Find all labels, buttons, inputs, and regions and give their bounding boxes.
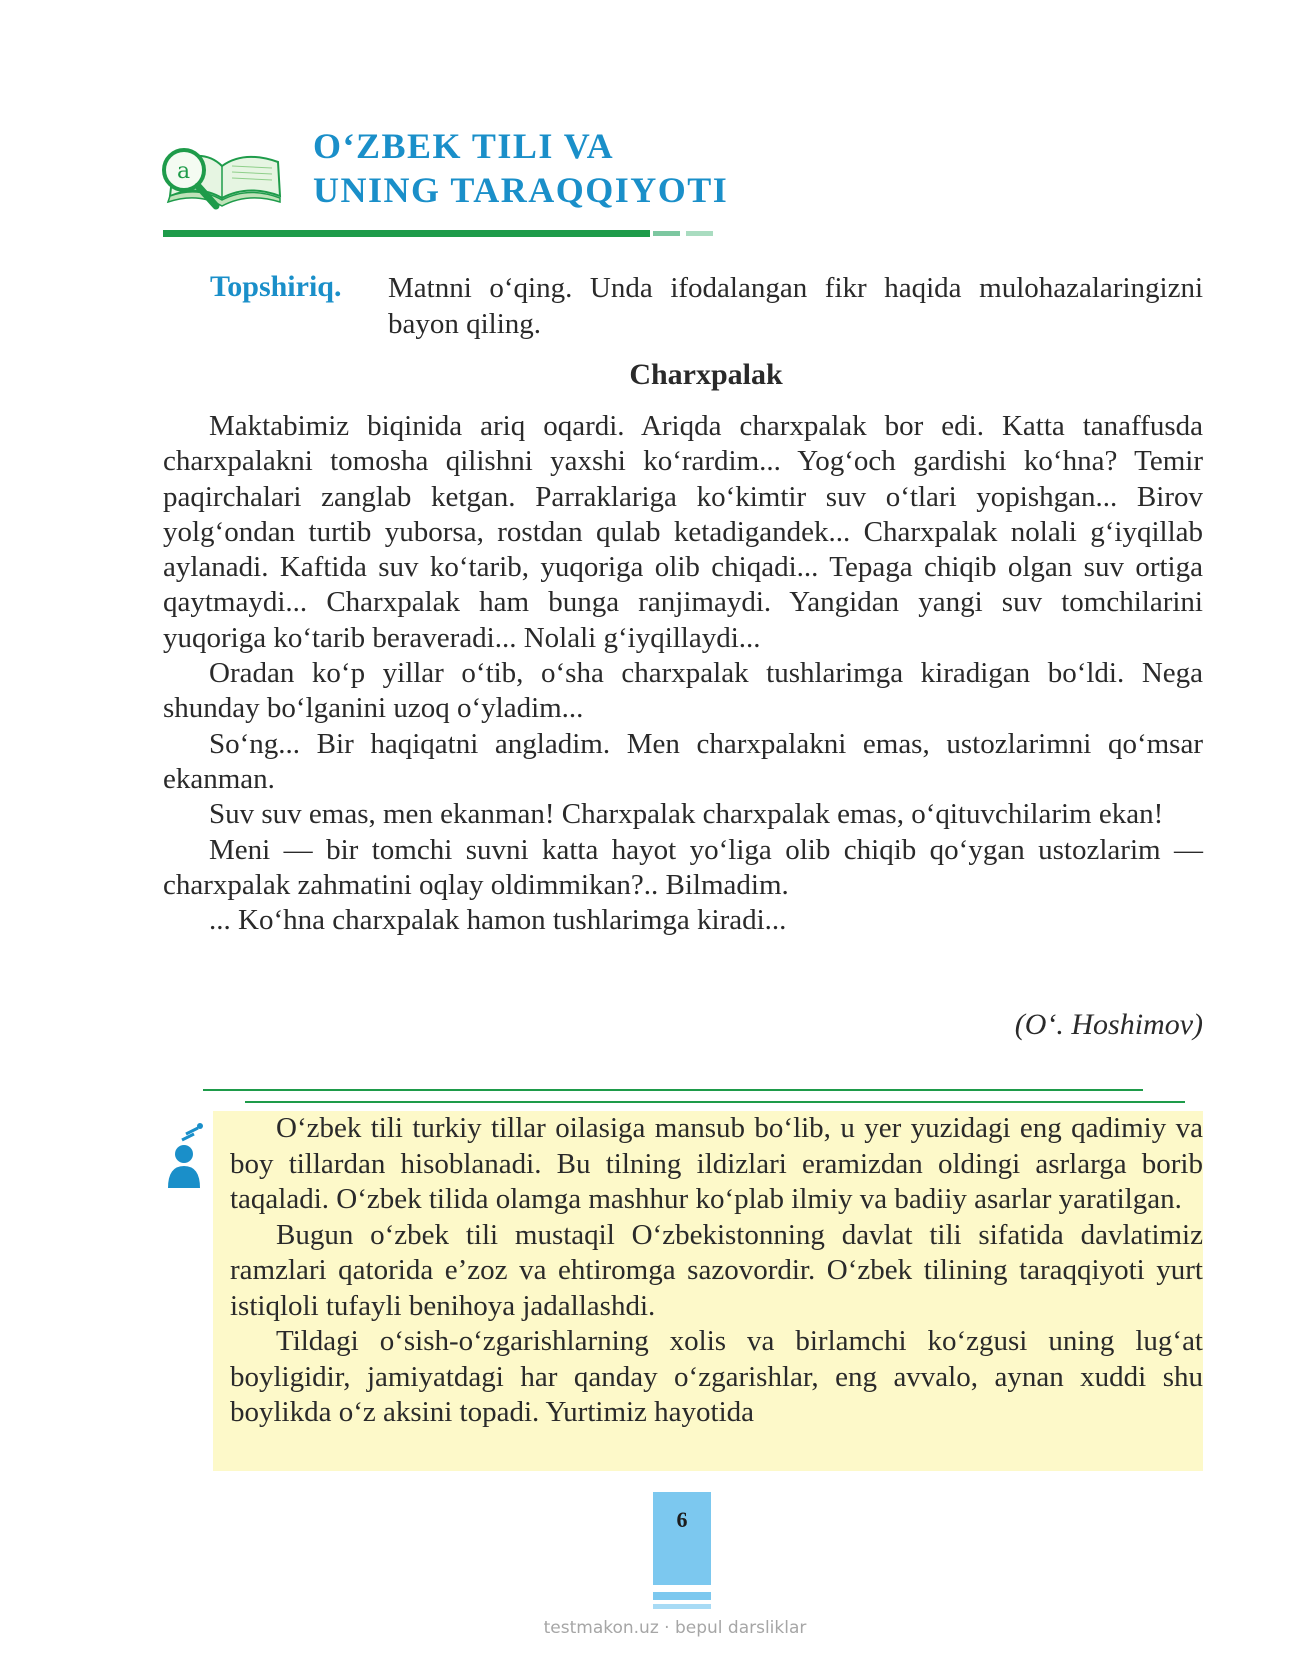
story-paragraph: Meni — bir tomchi suvni katta hayot yo‘liga olib chiqib qo‘ygan ustozlarim — charxpalak zahmatini oqlay oldimmikan?.. Bilmadim.	[163, 833, 1203, 901]
story-author: (O‘. Hoshimov)	[1014, 1008, 1203, 1041]
story-paragraph: Oradan ko‘p yillar o‘tib, o‘sha charxpalak tushlarimga kiradigan bo‘ldi. Nega shunday bo‘lganini uzoq o‘yladim...	[163, 657, 1203, 725]
open-book-magnifier-icon	[152, 136, 282, 216]
person-thinking-icon	[160, 1120, 208, 1190]
section-divider	[245, 1101, 1185, 1103]
page-title-line-1: O‘ZBEK TILI VA	[313, 126, 615, 166]
story-paragraph: Suv suv emas, men ekanman! Charxpalak charxpalak emas, o‘qituvchilarim ekan!	[209, 798, 1164, 831]
page-title-line-2: UNING TARAQQIYOTI	[313, 170, 729, 210]
story-paragraph: So‘ng... Bir haqiqatni angladim. Men charxpalakni emas, ustozlarimni qo‘msar ekanman.	[163, 727, 1203, 795]
story-text	[163, 409, 1203, 938]
title-rule-segment	[653, 231, 680, 236]
info-paragraph: Bugun o‘zbek tili mustaqil O‘zbekistonning davlat tili sifatida davlatimiz ramzlari qatorida e’zoz va ehtiromga sazovordir. O‘zbek tilining taraqqiyoti yurt istiqloli tufayli benihoya jadallashdi.	[230, 1218, 1203, 1322]
svg-text:a: a	[177, 159, 191, 184]
story-paragraph: ... Ko‘hna charxpalak hamon tushlarimga kiradi...	[209, 904, 787, 937]
story-title: Charxpalak	[629, 358, 783, 391]
info-paragraph: Tildagi o‘sish-o‘zgarishlarning xolis va birlamchi ko‘zgusi uning lug‘at boyligidir, jamiyatdagi har qanday o‘zgarishlar, eng avvalo, aynan xuddi shu boylikda o‘z aksini topadi. Yurtimiz hayotida	[230, 1325, 1203, 1428]
page-title	[313, 124, 728, 212]
title-rule-segment	[686, 231, 713, 236]
info-paragraph: O‘zbek tili turkiy tillar oilasiga mansub bo‘lib, u yer yuzidagi eng qadimiy va boy tillardan hisoblanadi. Bu tilning ildizlari eramizdan oldingi asrlarga borib taqaladi. O‘zbek tilida olamga mashhur ko‘plab ilmiy va badiiy asarlar yaratilgan.	[230, 1112, 1203, 1215]
title-rule	[163, 230, 650, 237]
task-text: Matnni o‘qing. Unda ifodalangan fikr haqida mulohazalaringizni bayon qiling.	[388, 272, 1203, 340]
story-paragraph: Maktabimiz biqinida ariq oqardi. Ariqda charxpalak bor edi. Katta tanaffusda charxpalakni tomosha qilishni yaxshi ko‘rardim... Yog‘och gardishi ko‘hna? Temir paqirchalari zanglab ketgan. Parraklariga ko‘kimtir suv o‘tlari yopishgan... Birov yolg‘ondan turtib yuborsa, rostdan qulab ketadigandek... Charxpalak nolali g‘iyqillab aylanadi. Kaftida suv ko‘tarib, yuqoriga olib chiqadi... Tepaga chiqib olgan suv ortiga qaytmaydi... Charxpalak ham bunga ranjimaydi. Yangidan yangi suv tomchilarini yuqoriga ko‘tarib beraveradi... Nolali g‘iyqillaydi...	[163, 410, 1203, 654]
section-divider	[203, 1089, 1143, 1091]
page-number: 6	[676, 1507, 688, 1532]
info-text	[230, 1111, 1203, 1431]
task-label: Topshiriq.	[210, 270, 342, 303]
page-number-stripe	[653, 1592, 711, 1600]
page-number-stripe	[653, 1604, 711, 1609]
watermark: testmakon.uz · bepul darsliklar	[543, 1618, 807, 1638]
